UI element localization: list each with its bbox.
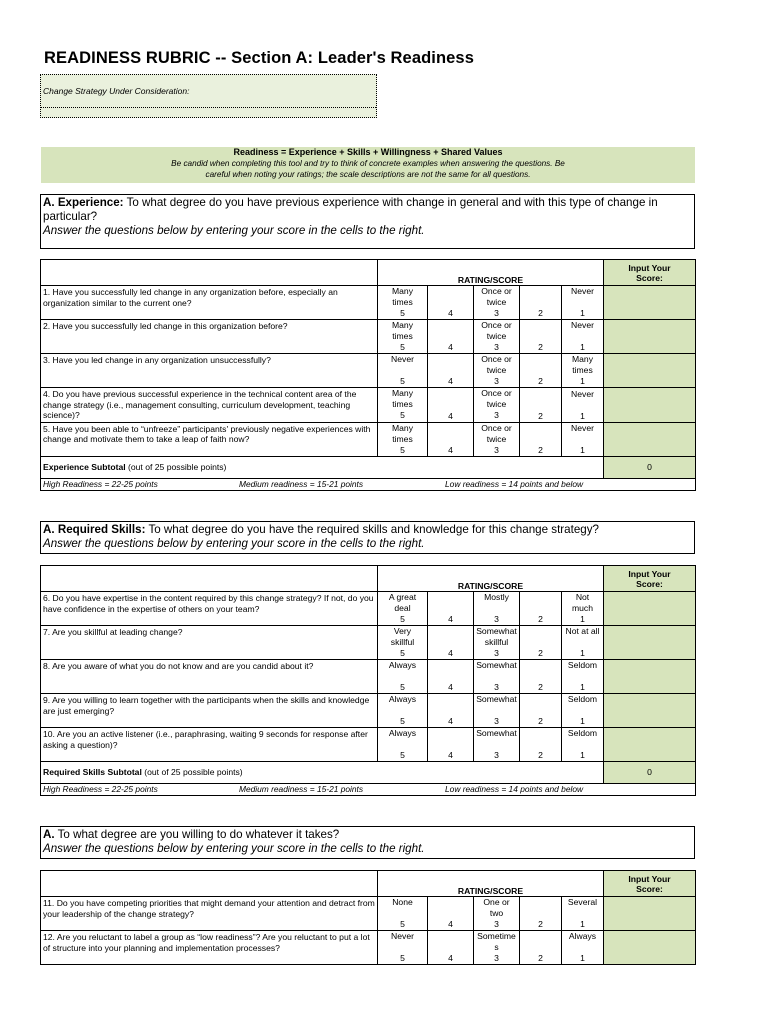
option-label: Many: [571, 354, 593, 364]
option-score: 2: [538, 682, 543, 692]
rating-1-cell: [562, 897, 604, 931]
subtotal-row: [41, 456, 696, 478]
question-text: 8. Are you aware of what you do not know and are you candid about it?: [41, 660, 378, 694]
rating-3-cell: [474, 931, 520, 965]
input-score-header: [604, 260, 696, 286]
option-score: 1: [580, 750, 585, 760]
option-label: twice: [486, 433, 507, 444]
option-score: 5: [400, 953, 405, 963]
option-spacer: [378, 942, 427, 953]
option-label: Once or: [481, 422, 512, 433]
option-score: 2: [538, 444, 543, 455]
option-score: 3: [494, 410, 499, 420]
option-label: s: [494, 942, 499, 952]
experience-instruction: Answer the questions below by entering your score in the cells to the right.: [43, 224, 425, 237]
score-input-cell[interactable]: [604, 592, 696, 626]
option-score: 1: [580, 614, 585, 624]
option-score: 1: [580, 342, 585, 352]
option-spacer: [562, 908, 603, 919]
guide-low: Low readiness = 14 points and below: [445, 478, 584, 489]
option-label: times: [392, 399, 413, 409]
option-score: 4: [448, 953, 453, 963]
rating-header-row: [41, 871, 696, 897]
option-label: One or: [483, 897, 510, 907]
subtotal-label: Required Skills Subtotal: [43, 767, 142, 778]
option-label: Somewhat: [476, 728, 517, 738]
rating-5-cell: [378, 286, 428, 320]
question-text: 6. Do you have expertise in the content required by this change strategy? If not, do you have confidence in the expertise of others on your team?: [41, 592, 378, 626]
input-score-header: [604, 871, 696, 897]
option-score: 3: [494, 953, 499, 963]
option-score: 5: [400, 614, 405, 624]
option-score: 5: [400, 410, 405, 420]
rating-5-cell: [378, 728, 428, 762]
option-score: 2: [538, 308, 543, 318]
option-label: twice: [486, 399, 507, 409]
question-row: [41, 728, 696, 762]
rating-4-cell: [428, 626, 474, 660]
rating-5-cell: [378, 694, 428, 728]
option-label: Seldom: [567, 660, 598, 670]
score-input-cell[interactable]: [604, 660, 696, 694]
question-row: [41, 354, 696, 388]
rating-3-cell: [474, 388, 520, 423]
option-label: Sometime: [477, 931, 516, 941]
option-label: Somewhat: [476, 694, 517, 704]
rating-5-cell: [378, 354, 428, 388]
skills-heading: A. Required Skills:: [43, 523, 146, 536]
option-spacer: [562, 671, 603, 682]
option-label: Once or: [481, 286, 512, 296]
rating-3-cell: [474, 660, 520, 694]
question-text: 4. Do you have previous successful experience in the technical content area of the change strategy (i.e., management consulting, curriculum development, teaching science)?: [41, 388, 378, 423]
willingness-heading: A.: [43, 828, 55, 841]
guide-low: Low readiness = 14 points and below: [445, 784, 584, 795]
option-score: 3: [494, 750, 499, 760]
subtotal-value: 0: [604, 456, 696, 478]
option-score: 5: [400, 716, 405, 726]
rating-4-cell: [428, 660, 474, 694]
subtotal-value: 0: [604, 762, 696, 784]
option-label: times: [392, 433, 413, 444]
option-label: Many: [391, 320, 413, 330]
option-score: 1: [580, 953, 585, 963]
question-row: [41, 897, 696, 931]
option-score: 2: [538, 953, 543, 963]
option-label: Not at all: [565, 626, 600, 636]
option-spacer: [474, 671, 519, 682]
instructions-line-1: Be candid when completing this tool and try to think of concrete examples when answering the questions. Be: [171, 159, 565, 168]
rating-3-cell: [474, 897, 520, 931]
option-score: 4: [448, 308, 453, 318]
question-text: 5. Have you been able to “unfreeze” participants' previously negative experiences with change and motivate them to take a leap of faith now?: [41, 422, 378, 456]
rating-1-cell: [562, 931, 604, 965]
option-score: 5: [400, 919, 405, 929]
rating-3-cell: [474, 354, 520, 388]
rating-2-cell: [520, 660, 562, 694]
score-input-cell[interactable]: [604, 320, 696, 354]
rating-2-cell: [520, 897, 562, 931]
option-label: Never: [571, 422, 594, 433]
option-score: 4: [448, 410, 453, 421]
input-score-header: [604, 566, 696, 592]
option-label: Many: [391, 422, 413, 433]
option-label: two: [489, 908, 504, 918]
rating-score-header: RATING/SCORE: [378, 566, 604, 592]
guide-high: High Readiness = 22-25 points: [43, 784, 158, 795]
rating-header-row: [41, 566, 696, 592]
option-label: twice: [486, 331, 507, 341]
rating-5-cell: [378, 422, 428, 456]
score-input-cell[interactable]: [604, 388, 696, 423]
question-text: 7. Are you skillful at leading change?: [41, 626, 378, 660]
rating-2-cell: [520, 728, 562, 762]
option-score: 4: [448, 919, 453, 929]
experience-heading: A. Experience:: [43, 196, 124, 209]
option-score: 2: [538, 614, 543, 624]
option-label: A great: [388, 592, 417, 602]
rating-1-cell: [562, 626, 604, 660]
option-label: Always: [388, 660, 417, 670]
rating-score-header: RATING/SCORE: [378, 871, 604, 897]
option-spacer: [378, 705, 427, 716]
option-score: 5: [400, 342, 405, 352]
option-spacer: [562, 705, 603, 716]
option-score: 2: [538, 750, 543, 760]
option-spacer: [474, 705, 519, 716]
option-spacer: [562, 739, 603, 750]
readiness-guide: [41, 784, 696, 796]
willingness-prompt: To what degree are you willing to do whatever it takes?: [57, 828, 340, 841]
question-text: 12. Are you reluctant to label a group as “low readiness”? Are you reluctant to put a lot of structure into your planning and implementation processes?: [41, 931, 378, 965]
subtotal-label-cell: [41, 762, 604, 784]
rating-1-cell: [562, 592, 604, 626]
subtotal-note: (out of 25 possible points): [128, 461, 227, 472]
score-input-cell[interactable]: [604, 931, 696, 965]
experience-prompt: To what degree do you have previous experience with change in general and with this type of change in particular?: [43, 196, 658, 223]
rating-3-cell: [474, 626, 520, 660]
readiness-guide-row: [41, 784, 696, 796]
rating-2-cell: [520, 626, 562, 660]
option-label: much: [571, 603, 593, 613]
rating-5-cell: [378, 931, 428, 965]
question-row: [41, 422, 696, 456]
option-score: 1: [580, 308, 585, 318]
rating-2-cell: [520, 931, 562, 965]
rating-4-cell: [428, 320, 474, 354]
option-label: None: [392, 897, 413, 907]
option-spacer: [562, 434, 603, 445]
rating-5-cell: [378, 320, 428, 354]
change-strategy-box: [40, 74, 377, 118]
instructions-line-2: careful when noting your ratings; the scale descriptions are not the same for all questions.: [205, 170, 531, 179]
option-score: 3: [494, 376, 499, 386]
change-strategy-input[interactable]: [41, 108, 376, 118]
willingness-instruction: Answer the questions below by entering your score in the cells to the right.: [43, 842, 425, 855]
guide-medium: Medium readiness = 15-21 points: [239, 478, 364, 489]
input-score-header-line1: Input Your: [628, 262, 671, 273]
rating-2-cell: [520, 354, 562, 388]
option-score: 5: [400, 444, 405, 455]
option-score: 2: [538, 376, 543, 386]
question-row: [41, 626, 696, 660]
option-label: Several: [567, 897, 598, 907]
rating-4-cell: [428, 728, 474, 762]
rating-5-cell: [378, 660, 428, 694]
option-label: twice: [486, 365, 507, 375]
rating-5-cell: [378, 897, 428, 931]
option-label: Always: [388, 728, 417, 738]
score-input-cell[interactable]: [604, 728, 696, 762]
option-label: times: [392, 297, 413, 307]
option-score: 1: [580, 376, 585, 386]
option-label: Never: [391, 354, 414, 364]
rating-5-cell: [378, 592, 428, 626]
option-label: skillful: [484, 637, 509, 647]
option-score: 5: [400, 376, 405, 386]
option-score: 3: [494, 614, 499, 624]
rating-3-cell: [474, 422, 520, 456]
option-score: 1: [580, 919, 585, 929]
subtotal-label-cell: [41, 456, 604, 478]
option-label: Once or: [481, 354, 512, 364]
option-score: 4: [448, 614, 453, 624]
option-label: Never: [571, 388, 594, 399]
rating-score-header: RATING/SCORE: [378, 260, 604, 286]
header-blank: [41, 566, 378, 592]
rating-5-cell: [378, 388, 428, 423]
guide-medium: Medium readiness = 15-21 points: [239, 784, 364, 795]
rating-1-cell: [562, 728, 604, 762]
option-spacer: [378, 908, 427, 919]
option-score: 1: [580, 716, 585, 726]
rating-2-cell: [520, 422, 562, 456]
question-text: 1. Have you successfully led change in any organization before, especially an organization similar to the current one?: [41, 286, 378, 320]
rating-4-cell: [428, 592, 474, 626]
option-spacer: [378, 365, 427, 376]
readiness-guide: [41, 478, 696, 490]
question-row: [41, 388, 696, 423]
question-text: 3. Have you led change in any organization unsuccessfully?: [41, 354, 378, 388]
option-label: Never: [571, 286, 594, 296]
willingness-section-header: [40, 826, 695, 859]
option-score: 4: [448, 750, 453, 760]
option-label: Always: [388, 694, 417, 704]
option-label: deal: [394, 603, 411, 613]
question-row: [41, 660, 696, 694]
option-score: 4: [448, 376, 453, 386]
option-score: 4: [448, 648, 453, 658]
rating-4-cell: [428, 286, 474, 320]
option-label: times: [392, 331, 413, 341]
option-score: 4: [448, 444, 453, 455]
option-spacer: [378, 671, 427, 682]
rating-1-cell: [562, 388, 604, 423]
score-input-cell[interactable]: [604, 354, 696, 388]
score-input-cell[interactable]: [604, 422, 696, 456]
input-score-header-line2: Score:: [636, 272, 663, 283]
rating-3-cell: [474, 286, 520, 320]
option-score: 4: [448, 716, 453, 726]
option-score: 2: [538, 919, 543, 929]
question-text: 2. Have you successfully led change in this organization before?: [41, 320, 378, 354]
option-score: 1: [580, 444, 585, 455]
rating-3-cell: [474, 320, 520, 354]
skills-instruction: Answer the questions below by entering your score in the cells to the right.: [43, 537, 425, 550]
rating-1-cell: [562, 694, 604, 728]
option-spacer: [378, 739, 427, 750]
option-label: Not: [575, 592, 590, 602]
subtotal-note: (out of 25 possible points): [144, 767, 243, 778]
option-score: 2: [538, 342, 543, 352]
guide-high: High Readiness = 22-25 points: [43, 478, 158, 489]
rating-2-cell: [520, 286, 562, 320]
change-strategy-label: Change Strategy Under Consideration:: [41, 75, 376, 108]
option-score: 4: [448, 682, 453, 692]
rating-3-cell: [474, 592, 520, 626]
rating-1-cell: [562, 320, 604, 354]
option-label: skillful: [390, 637, 415, 647]
option-score: 3: [494, 716, 499, 726]
question-row: [41, 320, 696, 354]
option-label: Once or: [481, 388, 512, 398]
question-row: [41, 931, 696, 965]
rating-5-cell: [378, 626, 428, 660]
score-input-cell[interactable]: [604, 626, 696, 660]
input-score-header-line2: Score:: [636, 578, 663, 589]
experience-table: [40, 259, 696, 491]
rating-2-cell: [520, 694, 562, 728]
option-score: 3: [494, 919, 499, 929]
score-input-cell[interactable]: [604, 286, 696, 320]
header-blank: [41, 260, 378, 286]
rating-2-cell: [520, 388, 562, 423]
option-label: twice: [486, 297, 507, 307]
option-score: 2: [538, 410, 543, 421]
rating-4-cell: [428, 388, 474, 423]
option-score: 3: [494, 308, 499, 318]
option-label: Always: [568, 931, 597, 941]
subtotal-row: [41, 762, 696, 784]
option-label: Many: [391, 388, 413, 398]
input-score-header-line2: Score:: [636, 883, 663, 894]
option-score: 3: [494, 342, 499, 352]
score-input-cell[interactable]: [604, 694, 696, 728]
skills-table: [40, 565, 696, 796]
option-score: 4: [448, 342, 453, 352]
option-score: 1: [580, 682, 585, 692]
option-label: Somewhat: [476, 626, 517, 636]
option-score: 3: [494, 682, 499, 692]
question-row: [41, 592, 696, 626]
rating-1-cell: [562, 422, 604, 456]
option-label: Never: [391, 931, 414, 941]
option-label: Somewhat: [476, 660, 517, 670]
rating-header-row: [41, 260, 696, 286]
option-score: 2: [538, 648, 543, 658]
header-blank: [41, 871, 378, 897]
skills-prompt: To what degree do you have the required skills and knowledge for this change strategy?: [148, 523, 599, 536]
rating-4-cell: [428, 897, 474, 931]
readiness-guide-row: [41, 478, 696, 490]
option-score: 5: [400, 750, 405, 760]
option-score: 3: [494, 648, 499, 658]
skills-section-header: [40, 521, 695, 554]
option-label: Seldom: [567, 694, 598, 704]
rating-1-cell: [562, 286, 604, 320]
page-title: READINESS RUBRIC -- Section A: Leader's Readiness: [44, 49, 474, 67]
willingness-table: [40, 870, 696, 965]
question-text: 11. Do you have competing priorities that might demand your attention and detract from your leadership of the change strategy?: [41, 897, 378, 931]
question-text: 9. Are you willing to learn together with the participants when the skills and knowledge are just emerging?: [41, 694, 378, 728]
option-score: 3: [494, 444, 499, 455]
option-score: 2: [538, 716, 543, 726]
option-score: 1: [580, 648, 585, 658]
rating-2-cell: [520, 320, 562, 354]
input-score-header-line1: Input Your: [628, 568, 671, 579]
rating-4-cell: [428, 354, 474, 388]
rating-1-cell: [562, 354, 604, 388]
question-row: [41, 286, 696, 320]
rating-4-cell: [428, 422, 474, 456]
question-row: [41, 694, 696, 728]
option-spacer: [562, 297, 603, 308]
rating-4-cell: [428, 694, 474, 728]
option-label: Seldom: [567, 728, 598, 738]
option-label: Once or: [481, 320, 512, 330]
input-score-header-line1: Input Your: [628, 873, 671, 884]
option-spacer: [562, 400, 603, 411]
option-score: 1: [580, 410, 585, 421]
rating-1-cell: [562, 660, 604, 694]
option-spacer: [562, 942, 603, 953]
question-text: 10. Are you an active listener (i.e., paraphrasing, waiting 9 seconds for response after asking a question)?: [41, 728, 378, 762]
option-label: Many: [391, 286, 413, 296]
option-score: 5: [400, 308, 405, 318]
option-label: Never: [571, 320, 594, 330]
option-label: times: [572, 365, 593, 375]
option-spacer: [474, 603, 519, 614]
option-label: Mostly: [484, 592, 509, 602]
option-label: Very: [393, 626, 412, 636]
option-score: 5: [400, 682, 405, 692]
rating-4-cell: [428, 931, 474, 965]
option-spacer: [562, 331, 603, 342]
readiness-formula-banner: [41, 147, 695, 183]
rating-3-cell: [474, 728, 520, 762]
option-spacer: [474, 739, 519, 750]
subtotal-label: Experience Subtotal: [43, 461, 126, 472]
rating-3-cell: [474, 694, 520, 728]
option-score: 5: [400, 648, 405, 658]
option-spacer: [562, 637, 603, 648]
experience-section-header: [40, 194, 695, 249]
rating-2-cell: [520, 592, 562, 626]
score-input-cell[interactable]: [604, 897, 696, 931]
readiness-formula: Readiness = Experience + Skills + Willingness + Shared Values: [233, 147, 503, 157]
